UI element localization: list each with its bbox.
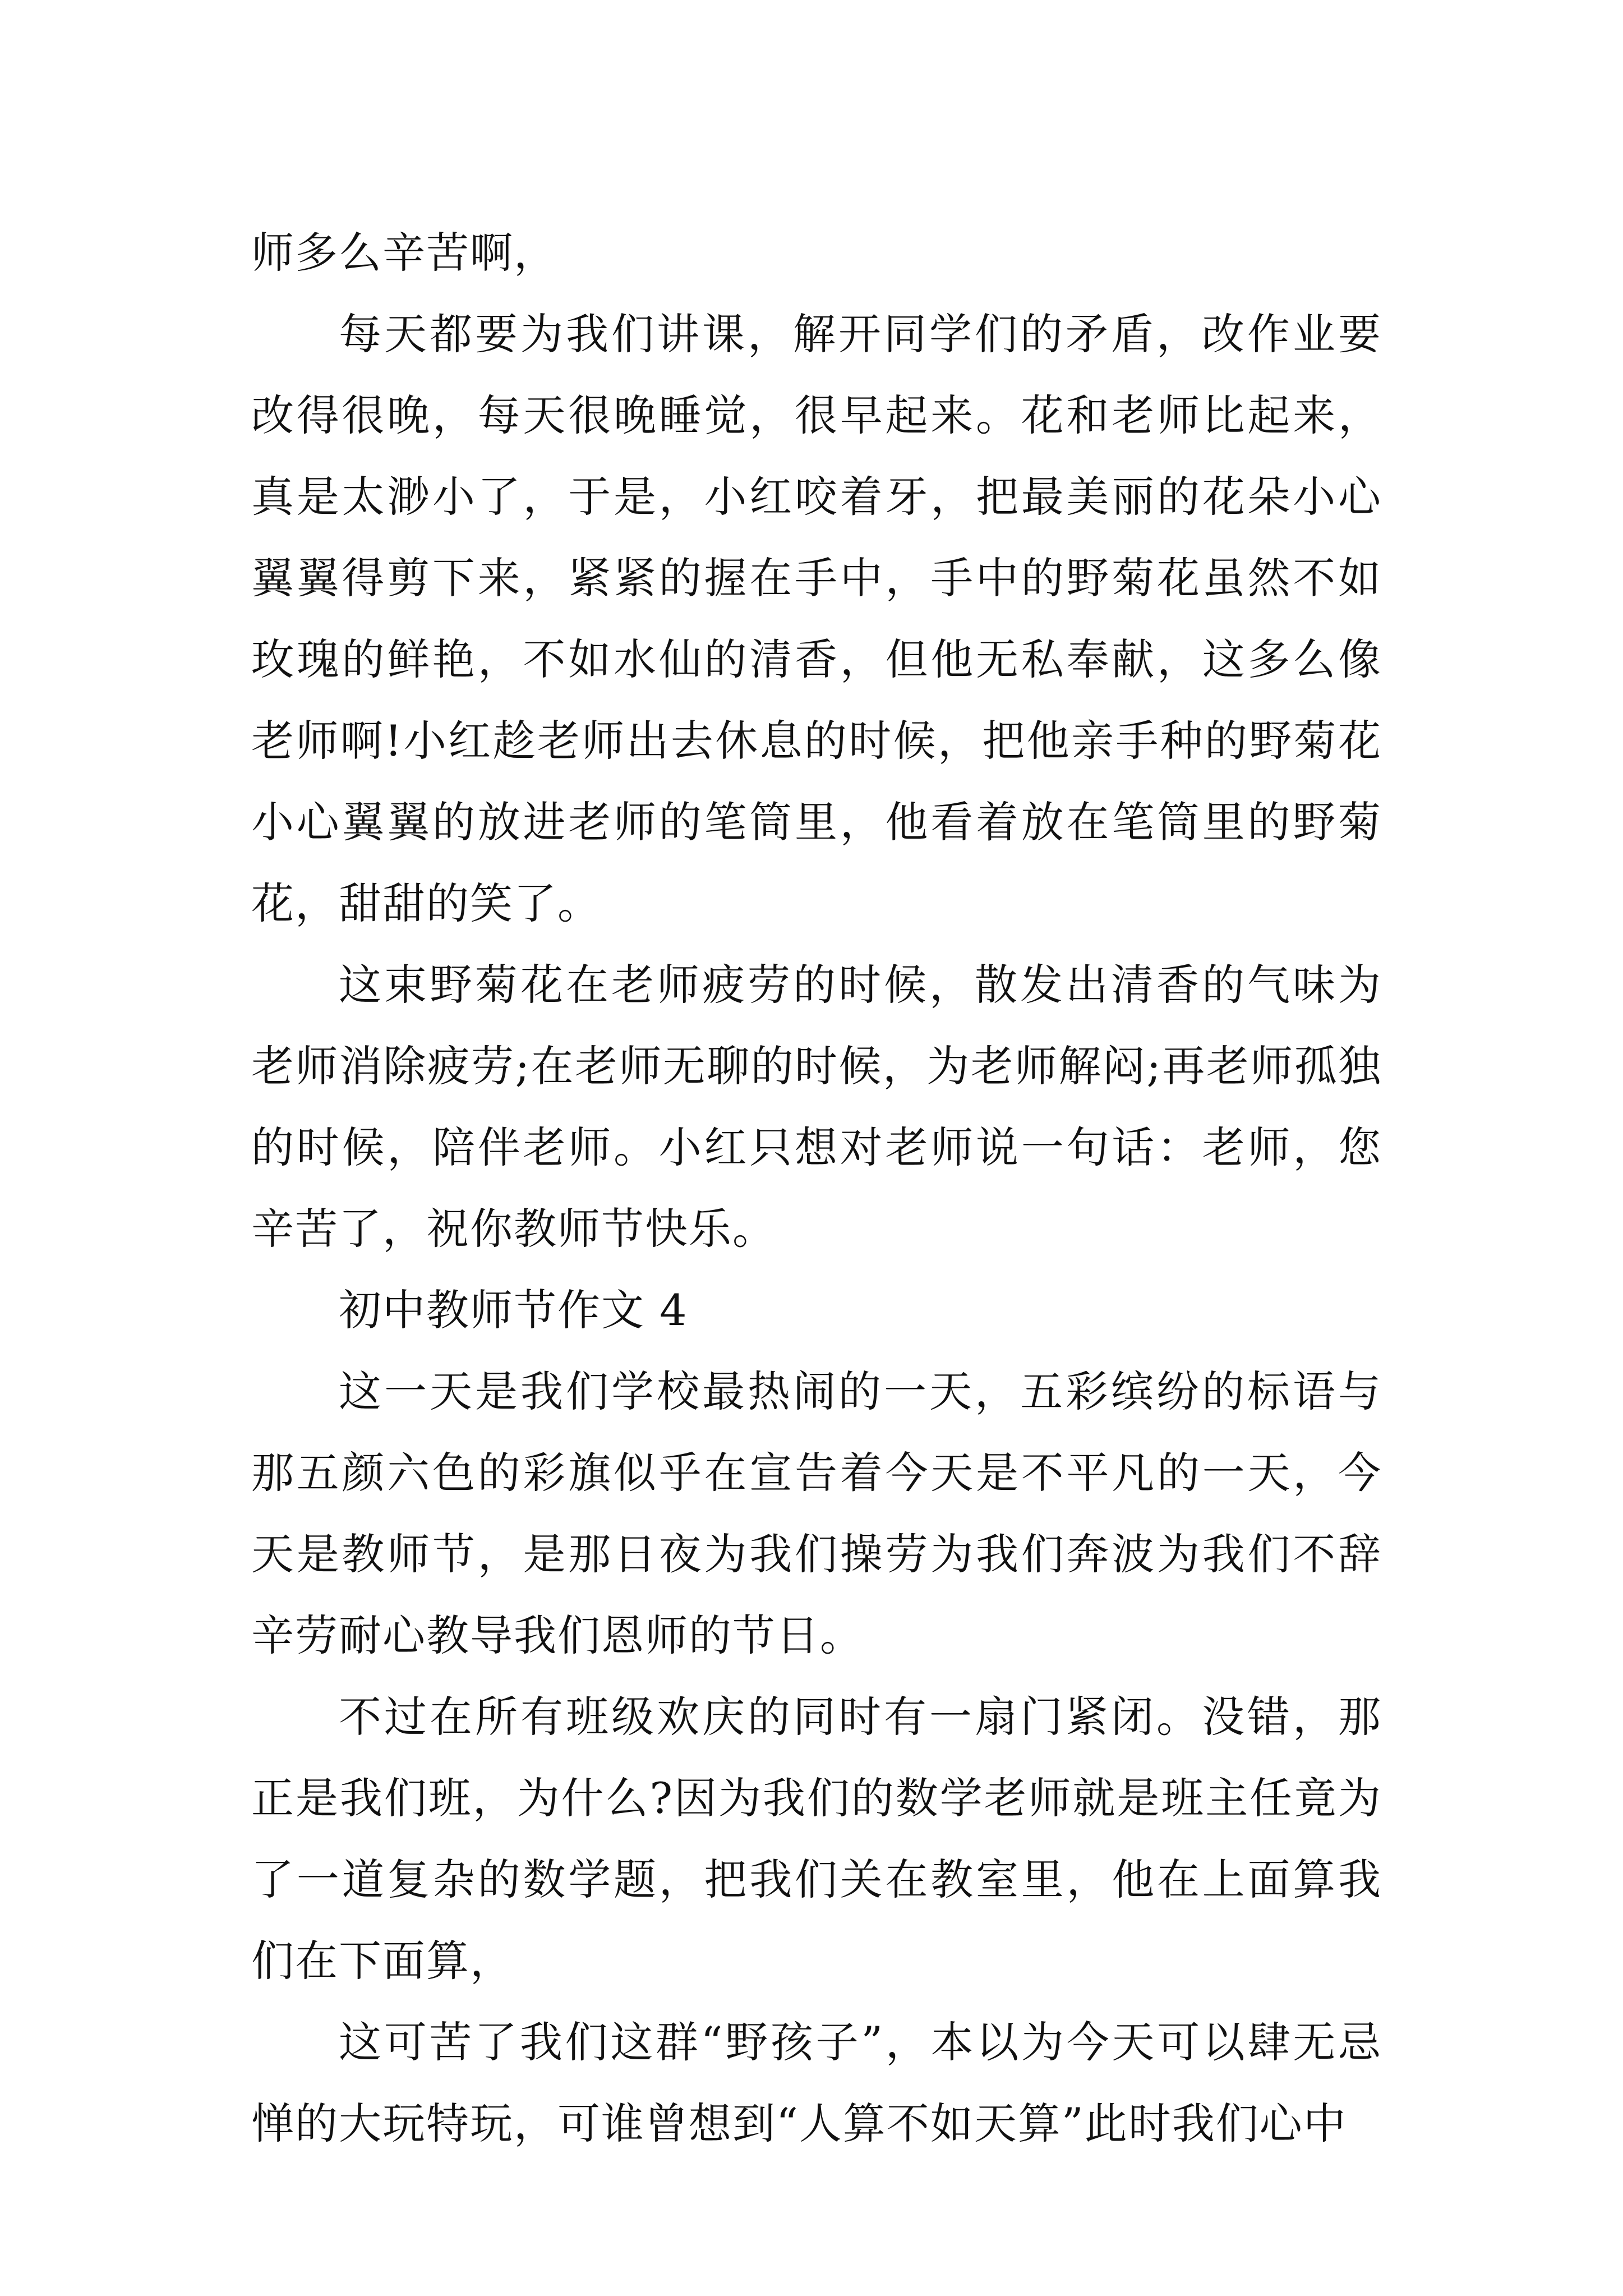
paragraph-continued: 师多么辛苦啊， bbox=[251, 228, 557, 278]
paragraph: 每天都要为我们讲课，解开同学们的矛盾，改作业要改得很晚，每天很晚睡觉，很早起来。花和老师比起来，真是太渺小了，于是，小红咬着牙，把最美丽的花朵小心翼翼得剪下来，紧紧的握在手中，手中的野菊花虽然不如玫瑰的鲜艳，不如水仙的清香，但他无私奉献，这多么像老师啊!小红趁老师出去休息的时候，把他亲手种的野菊花小心翼翼的放进老师的笔筒里，他看着放在笔筒里的野菊花，甜甜的笑了。 bbox=[251, 309, 1382, 928]
document-body bbox=[251, 212, 1382, 2164]
paragraph: 这束野菊花在老师疲劳的时候，散发出清香的气味为老师消除疲劳;在老师无聊的时候，为老师解闷;再老师孤独的时候，陪伴老师。小红只想对老师说一句话：老师，您辛苦了，祝你教师节快乐。 bbox=[251, 960, 1382, 1254]
paragraph-truncated: 这可苦了我们这群“野孩子”，本以为今天可以肆无忌惮的大玩特玩，可谁曾想到“人算不如天算”此时我们心中 bbox=[251, 2017, 1382, 2148]
section-heading: 初中教师节作文 4 bbox=[339, 1285, 688, 1335]
paragraph: 不过在所有班级欢庆的同时有一扇门紧闭。没错，那正是我们班，为什么?因为我们的数学老师就是班主任竟为了一道复杂的数学题，把我们关在教室里，他在上面算我们在下面算， bbox=[251, 1692, 1382, 1986]
paragraph: 这一天是我们学校最热闹的一天，五彩缤纷的标语与那五颜六色的彩旗似乎在宣告着今天是不平凡的一天，今天是教师节，是那日夜为我们操劳为我们奔波为我们不辞辛劳耐心教导我们恩师的节日。 bbox=[251, 1366, 1382, 1660]
